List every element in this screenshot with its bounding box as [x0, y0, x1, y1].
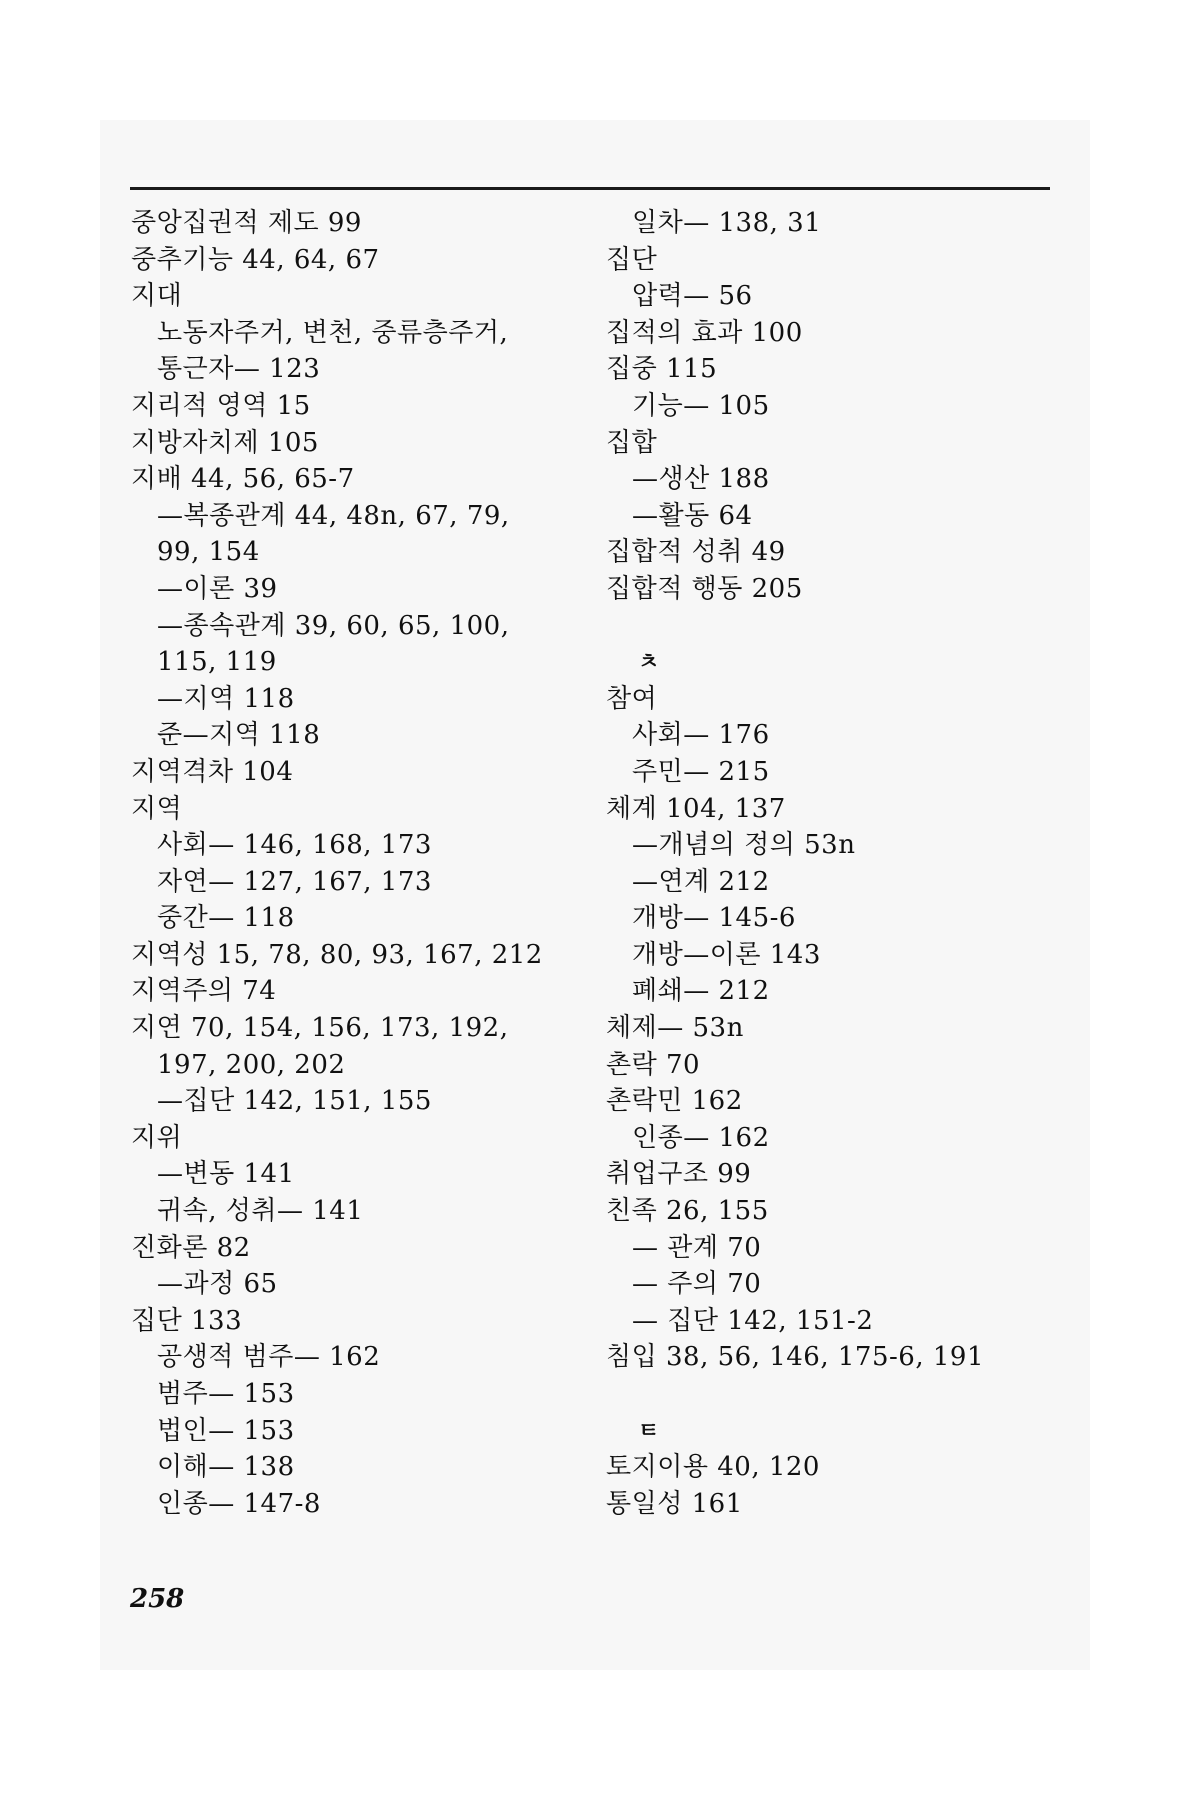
- index-entry: 참여: [606, 683, 658, 714]
- index-subentry: —활동 64: [632, 500, 753, 531]
- header-rule: [130, 187, 1050, 190]
- index-entry: 통일성 161: [606, 1488, 743, 1519]
- index-subentry: 개방— 145-6: [632, 903, 796, 934]
- index-subentry: 사회— 146, 168, 173: [157, 830, 432, 861]
- index-subentry: 인종— 147-8: [157, 1488, 321, 1519]
- index-entry: 지방자치제 105: [131, 427, 319, 458]
- index-subentry: 개방—이론 143: [632, 939, 821, 970]
- index-subentry: —연계 212: [632, 866, 770, 897]
- index-entry: 지배 44, 56, 65-7: [131, 464, 355, 495]
- index-subentry: —개념의 정의 53n: [632, 830, 856, 861]
- index-subentry: — 집단 142, 151-2: [632, 1305, 874, 1336]
- index-subentry: —생산 188: [632, 464, 770, 495]
- index-entry: 지역: [131, 793, 183, 824]
- index-subentry: 이해— 138: [157, 1452, 295, 1483]
- index-entry: 지연 70, 154, 156, 173, 192,: [131, 1013, 509, 1044]
- index-subentry: —종속관계 39, 60, 65, 100,: [157, 610, 510, 641]
- index-entry: 취업구조 99: [606, 1159, 752, 1190]
- index-subentry: 압력— 56: [632, 281, 753, 312]
- index-entry: 촌락 70: [606, 1049, 701, 1080]
- index-subentry: 법인— 153: [157, 1415, 295, 1446]
- index-section-heading: ㅌ: [638, 1417, 660, 1444]
- index-subentry: —이론 39: [157, 573, 278, 604]
- index-subentry: —지역 118: [157, 683, 295, 714]
- index-subentry: 자연— 127, 167, 173: [157, 866, 432, 897]
- index-entry: 집중 115: [606, 354, 718, 385]
- index-entry: 지위: [131, 1122, 183, 1153]
- index-entry: 진화론 82: [131, 1232, 251, 1263]
- index-subentry: 99, 154: [157, 537, 260, 568]
- index-subentry: 중간— 118: [157, 903, 295, 934]
- index-subentry: 범주— 153: [157, 1379, 295, 1409]
- index-entry: 토지이용 40, 120: [606, 1452, 820, 1483]
- index-entry: 집적의 효과 100: [606, 317, 803, 348]
- index-subentry: 115, 119: [157, 647, 277, 678]
- index-subentry: 기능— 105: [632, 390, 770, 421]
- index-entry: 중앙집권적 제도 99: [131, 208, 362, 238]
- index-subentry: 공생적 범주— 162: [157, 1342, 381, 1373]
- index-subentry: 주민— 215: [632, 756, 770, 787]
- index-entry: 체제— 53n: [606, 1013, 744, 1044]
- index-entry: 집단: [606, 244, 658, 275]
- index-entry: 친족 26, 155: [606, 1196, 769, 1227]
- index-subentry: 인종— 162: [632, 1122, 770, 1153]
- index-entry: 지역주의 74: [131, 976, 277, 1007]
- index-entry: 집단 133: [131, 1305, 243, 1336]
- index-entry: 지리적 영역 15: [131, 390, 311, 421]
- index-subentry: — 관계 70: [632, 1232, 762, 1263]
- index-subentry: —과정 65: [157, 1269, 278, 1300]
- index-entry: 체계 104, 137: [606, 793, 786, 824]
- index-entry: 침입 38, 56, 146, 175-6, 191: [606, 1342, 984, 1373]
- index-subentry: 일차— 138, 31: [632, 208, 822, 238]
- index-entry: 지역성 15, 78, 80, 93, 167, 212: [131, 939, 543, 970]
- index-section-heading: ㅊ: [638, 649, 660, 676]
- index-entry: 집합적 성취 49: [606, 537, 786, 568]
- index-subentry: 노동자주거, 변천, 중류층주거,: [157, 317, 509, 348]
- index-column-right: [606, 205, 1046, 1522]
- page-number: 258: [130, 1584, 185, 1614]
- index-entry: 지대: [131, 281, 183, 312]
- index-entry: 중추기능 44, 64, 67: [131, 244, 380, 275]
- index-subentry: 197, 200, 202: [157, 1049, 346, 1080]
- section-gap: [606, 1376, 1046, 1413]
- index-subentry: 준—지역 118: [157, 720, 321, 751]
- index-entry: 촌락민 162: [606, 1086, 743, 1117]
- index-subentry: — 주의 70: [632, 1269, 762, 1300]
- index-entry: 지역격차 104: [131, 756, 294, 787]
- index-entry: 집합적 행동 205: [606, 573, 803, 604]
- index-subentry: —복종관계 44, 48n, 67, 79,: [157, 500, 510, 531]
- section-gap: [606, 608, 1046, 645]
- index-subentry: 귀속, 성취— 141: [157, 1196, 364, 1227]
- index-subentry: 폐쇄— 212: [632, 976, 770, 1007]
- index-entry: 집합: [606, 427, 658, 458]
- index-subentry: 사회— 176: [632, 720, 770, 751]
- index-subentry: —집단 142, 151, 155: [157, 1086, 432, 1117]
- index-subentry: 통근자— 123: [157, 354, 321, 385]
- index-column-left: [131, 205, 581, 1522]
- index-subentry: —변동 141: [157, 1159, 295, 1190]
